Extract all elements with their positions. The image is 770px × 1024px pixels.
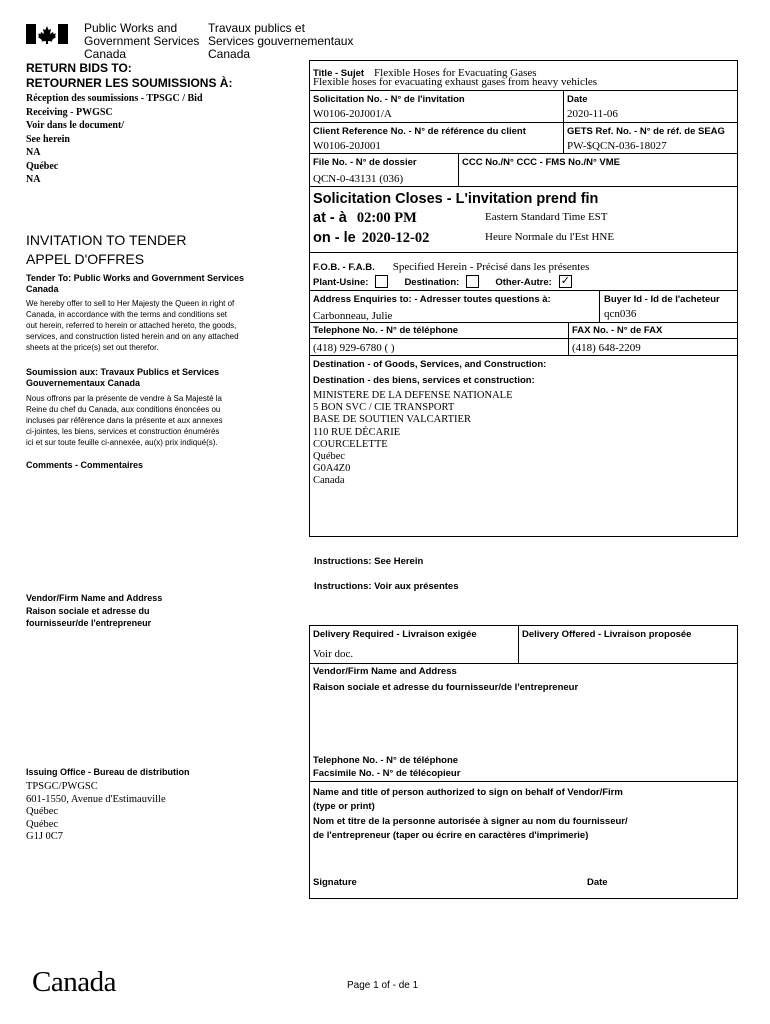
timezone-en: Eastern Standard Time EST <box>485 211 608 223</box>
tender-to: Tender To: Public Works and Government Services Canada <box>26 273 245 294</box>
page-number: Page 1 of - de 1 <box>347 980 419 991</box>
solicitation-number-value: W0106-20J001/A <box>313 108 392 120</box>
comments-label: Comments - Commentaires <box>26 460 144 470</box>
plant-checkbox[interactable] <box>375 275 388 288</box>
vendor-name-label: Vendor/Firm Name and Address <box>313 666 457 677</box>
other-checkbox[interactable]: ✓ <box>560 274 570 287</box>
date-value: 2020-11-06 <box>567 108 618 120</box>
date-label: Date <box>567 94 588 105</box>
vendor-name-label-left: Vendor/Firm Name and Address Raison sociale et adresse du fournisseur/de l'entrepreneur <box>26 593 163 628</box>
closing-date-row <box>313 229 429 247</box>
fob-options <box>313 272 572 290</box>
fax-label: FAX No. - N° de FAX <box>572 325 663 336</box>
offer-text-en: We hereby offer to sell to Her Majesty the Queen in right of Canada, in accordance with the terms and conditions set out herein, referred to herein or attached hereto, the goods, services, and construction listed herein and on any attached sheets at the price(s) set out therefor. <box>26 299 239 352</box>
department-name-fr: Travaux publics et Services gouvernementaux Canada <box>208 21 354 61</box>
gets-reference-value: PW-$QCN-036-18027 <box>567 140 667 152</box>
fax-value: (418) 648-2209 <box>572 342 641 354</box>
issuing-office-label: Issuing Office - Bureau de distribution <box>26 767 190 777</box>
fob-value: Specified Herein - Précisé dans les présentes <box>392 261 590 273</box>
offer-text-fr: Nous offrons par la présente de vendre à Sa Majesté la Reine du chef du Canada, aux conditions énoncées ou incluses par référence dans la présente et aux annexes ci-jointes, les biens, services et construction énumérés ici et sur toute feuille ci-annexée, au(x) prix indiqué(s). <box>26 394 223 447</box>
title-value: Flexible Hoses for Evacuating Gases <box>374 67 537 79</box>
vendor-fax-label: Facsimile No. - N° de télécopieur <box>313 768 461 779</box>
signature-label: Signature <box>313 877 357 888</box>
buyer-id-label: Buyer Id - Id de l'acheteur <box>604 294 720 305</box>
delivery-offered-input[interactable] <box>522 644 732 660</box>
delivery-required-value: Voir doc. <box>313 648 354 660</box>
delivery-offered-label: Delivery Offered - Livraison proposée <box>522 629 692 640</box>
destination-label-en: Destination - of Goods, Services, and Construction: <box>313 359 547 370</box>
timezone-fr: Heure Normale du l'Est HNE <box>485 231 615 243</box>
destination-address: MINISTERE DE LA DEFENSE NATIONALE 5 BON SVC / CIE TRANSPORT BASE DE SOUTIEN VALCARTIER 110 RUE DÉCARIE COURCELETTE Québec G0A4Z0 Canada <box>313 390 513 487</box>
file-number-label: File No. - N° de dossier <box>313 157 417 168</box>
solicitation-number-label: Solicitation No. - N° de l'invitation <box>313 94 465 105</box>
closing-time-value: 02:00 PM <box>356 210 417 226</box>
authorized-person-input[interactable] <box>313 846 733 870</box>
telephone-value: (418) 929-6780 ( ) <box>313 342 395 354</box>
client-reference-value: W0106-20J001 <box>313 140 381 152</box>
address-enquiries-value: Carbonneau, Julie <box>313 310 393 322</box>
client-reference-label: Client Reference No. - N° de référence du client <box>313 126 526 137</box>
telephone-label: Telephone No. - N° de téléphone <box>313 325 459 336</box>
return-bids-address: Réception des soumissions - TPSGC / Bid Receiving - PWGSC Voir dans le document/ See herein NA Québec NA <box>26 93 203 185</box>
authorized-person-label: Name and title of person authorized to sign on behalf of Vendor/Firm (type or print) Nom et titre de la personne autorisée à signer au nom du fournisseur/ de l'entrepreneur (taper ou écrire en caractères d'imprimerie) <box>313 787 628 841</box>
canada-wordmark: Canada <box>32 966 116 998</box>
closing-time-row <box>313 209 417 227</box>
at-label: at - à <box>313 210 347 226</box>
destination-checkbox[interactable] <box>466 275 479 288</box>
vendor-name-input[interactable] <box>313 697 733 749</box>
signature-date-input[interactable] <box>615 873 733 893</box>
vendor-telephone-label: Telephone No. - N° de téléphone <box>313 755 459 766</box>
fob-label: F.O.B. - F.A.B. <box>313 262 375 273</box>
signature-date-label: Date <box>587 877 608 888</box>
destination-option-label: Destination: <box>404 277 460 288</box>
title-label: Title - Sujet <box>313 68 365 79</box>
title-description: Flexible hoses for evacuating exhaust gases from heavy vehicles <box>313 76 598 88</box>
file-number-value: QCN-0-43131 (036) <box>313 173 404 185</box>
buyer-id-value: qcn036 <box>604 308 637 320</box>
issuing-office-address: TPSGC/PWGSC 601-1550, Avenue d'Estimauville Québec Québec G1J 0C7 <box>26 781 166 843</box>
destination-label-fr: Destination - des biens, services et construction: <box>313 375 535 386</box>
plant-label: Plant-Usine: <box>313 277 369 288</box>
instructions-fr: Instructions: Voir aux présentes <box>314 581 459 592</box>
gets-reference-label: GETS Ref. No. - N° de réf. de SEAG <box>567 126 725 137</box>
ccc-number-label: CCC No./N° CCC - FMS No./N° VME <box>462 157 621 168</box>
invitation-title: INVITATION TO TENDER APPEL D'OFFRES <box>26 232 187 267</box>
solicitation-closes-title: Solicitation Closes - L'invitation prend fin <box>313 191 599 207</box>
soumission-title: Soumission aux: Travaux Publics et Services Gouvernementaux Canada <box>26 367 220 388</box>
return-bids-title: RETURN BIDS TO: RETOURNER LES SOUMISSIONS À: <box>26 61 233 90</box>
delivery-required-label: Delivery Required - Livraison exigée <box>313 629 477 640</box>
department-name-en: Public Works and Government Services Canada <box>84 21 200 61</box>
on-label: on - le <box>313 230 356 246</box>
signature-input[interactable] <box>370 873 570 893</box>
instructions-en: Instructions: See Herein <box>314 556 424 567</box>
vendor-name-label-fr: Raison sociale et adresse du fournisseur/de l'entrepreneur <box>313 682 579 693</box>
address-enquiries-label: Address Enquiries to: - Adresser toutes questions à: <box>313 294 551 305</box>
other-label: Other-Autre: <box>495 277 552 288</box>
closing-date-value: 2020-12-02 <box>361 230 430 246</box>
government-flag-logo <box>26 24 68 44</box>
